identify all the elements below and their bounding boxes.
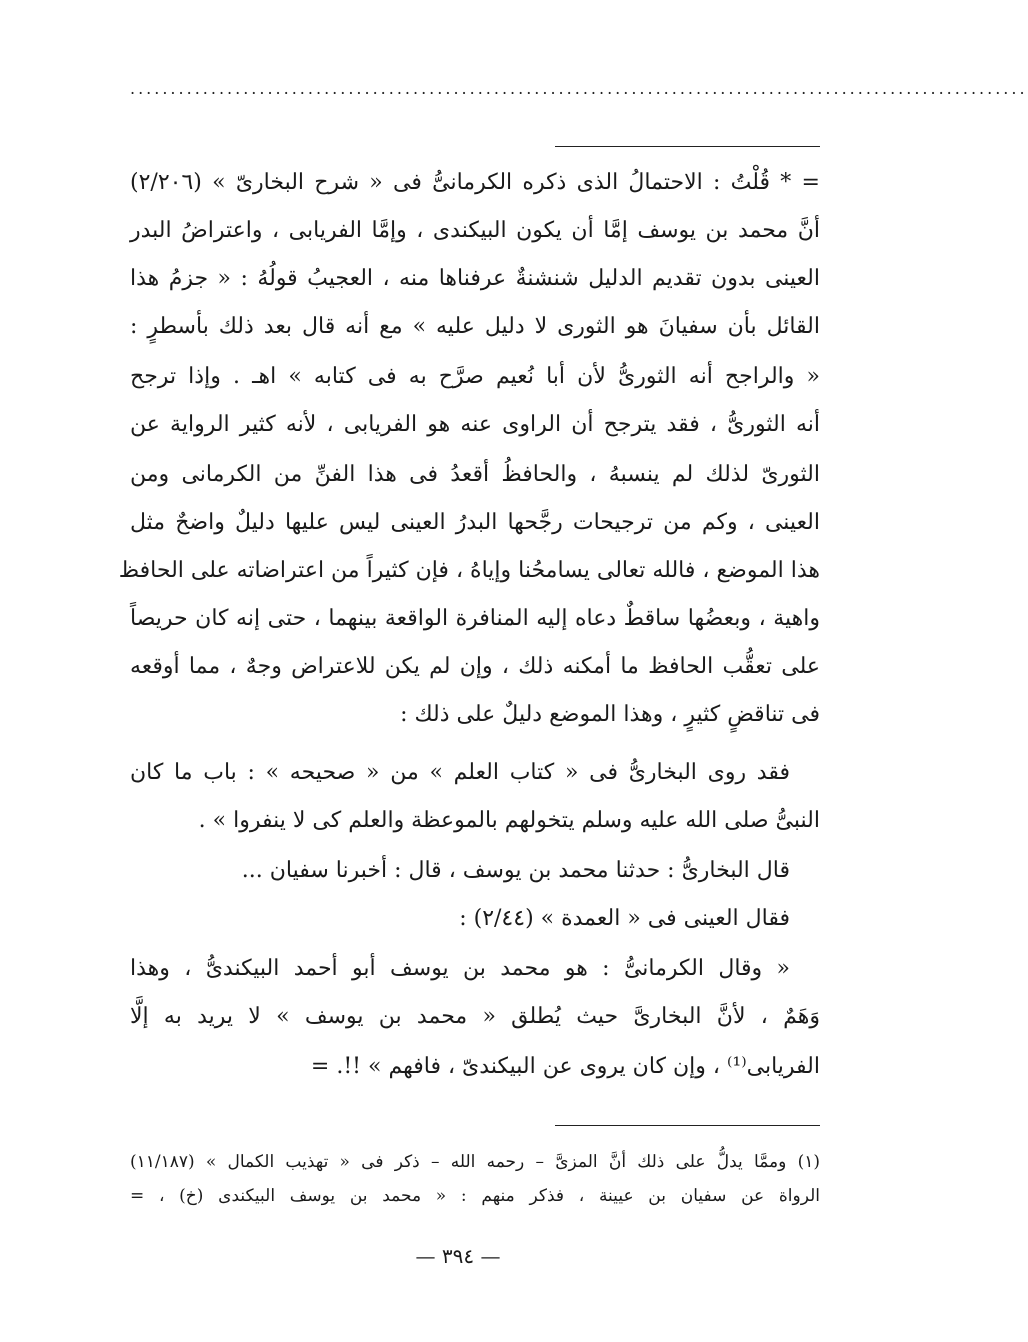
text-line: العينى بدون تقديم الدليل شنشنةٌ عرفناها منه ، العجيبُ قولُهُ : « جزمُ هذا (130, 266, 820, 291)
text-line: فقال العينى فى « العمدة » (٢/٤٤) : (459, 906, 790, 931)
footnote-line: (١) وممَّا يدلُّ على ذلك أنَّ المزىَّ – رحمه الله – ذكر فى « تهذيب الكمال » (١١/١٨٧) (130, 1152, 820, 1172)
text-line: « والراجح أنه الثورىُّ لأن أبا نُعيم صرَّح به فى كتابه » اهـ . وإذا ترجح (130, 364, 820, 389)
text-line: العينى ، وكم من ترجيحات رجَّحها البدرُ العينى ليس عليها دليلٌ واضحٌ مثل (130, 510, 820, 535)
text-line: الثورىّ لذلك لم ينسبهُ ، والحافظُ أقعدُ فى هذا الفنِّ من الكرمانى ومن (130, 462, 820, 487)
text-line: أنَّ محمد بن يوسف إمَّا أن يكون البيكندى ، وإمَّا الفريابى ، واعتراضُ البدر (130, 218, 820, 243)
text-line: فقد روى البخارىُّ فى « كتاب العلم » من « صحيحه » : باب ما كان (130, 760, 790, 785)
text-line: على تعقُّب الحافظ ما أمكنه ذلك ، وإن لم يكن للاعتراض وجهٌ ، مما أوقعه (130, 654, 820, 679)
page-number: — ٣٩٤ — (415, 1244, 501, 1268)
text-line: واهية ، وبعضُها ساقطٌ دعاه إليه المنافرة الواقعة بينهما ، حتى إنه كان حريصاً (130, 606, 820, 631)
text-line: النبىُّ صلى الله عليه وسلم يتخولهم بالموعظة والعلم كى لا ينفروا » . (198, 808, 820, 833)
text-line: هذا الموضع ، فالله تعالى يسامحُنا وإياهُ ، فإن كثيراً من اعتراضاته على الحافظ (118, 558, 820, 583)
text-line: الفريابى⁽¹⁾ ، وإن كان يروى عن البيكندىّ ، فافهم » !!. = (310, 1054, 820, 1079)
header-dotted-rule: ............................................................................................................... (130, 79, 1028, 98)
footnote-separator-line (555, 1125, 820, 1126)
text-line: فى تناقضٍ كثيرٍ ، وهذا الموضع دليلٌ على ذلك : (400, 702, 820, 727)
footnote-line: الرواة عن سفيان بن عيينة ، فذكر منهم : « محمد بن يوسف البيكندى (خ) ، = (130, 1186, 820, 1206)
text-line: وَهَمٌ ، لأنَّ البخارىَّ حيث يُطلق « محمد بن يوسف » لا يريد به إلَّا (130, 1004, 820, 1029)
text-line: « وقال الكرمانىُّ : هو محمد بن يوسف أبو أحمد البيكندىُّ ، وهذا (130, 956, 790, 981)
text-line: القائل بأن سفيانَ هو الثورى لا دليل عليه » مع أنه قال بعد ذلك بأسطرٍ : (130, 314, 821, 339)
text-line: قال البخارىُّ : حدثنا محمد بن يوسف ، قال : أخبرنا سفيان ... (241, 858, 790, 883)
text-line: = * قُلْتُ : الاحتمالُ الذى ذكره الكرمانىُّ فى « شرح البخارىّ » (٢/٢٠٦) (130, 170, 820, 195)
top-separator-line (555, 146, 820, 147)
text-line: أنه الثورىُّ ، فقد يترجح أن الراوى عنه هو الفريابى ، لأنه كثير الرواية عن (130, 412, 820, 437)
